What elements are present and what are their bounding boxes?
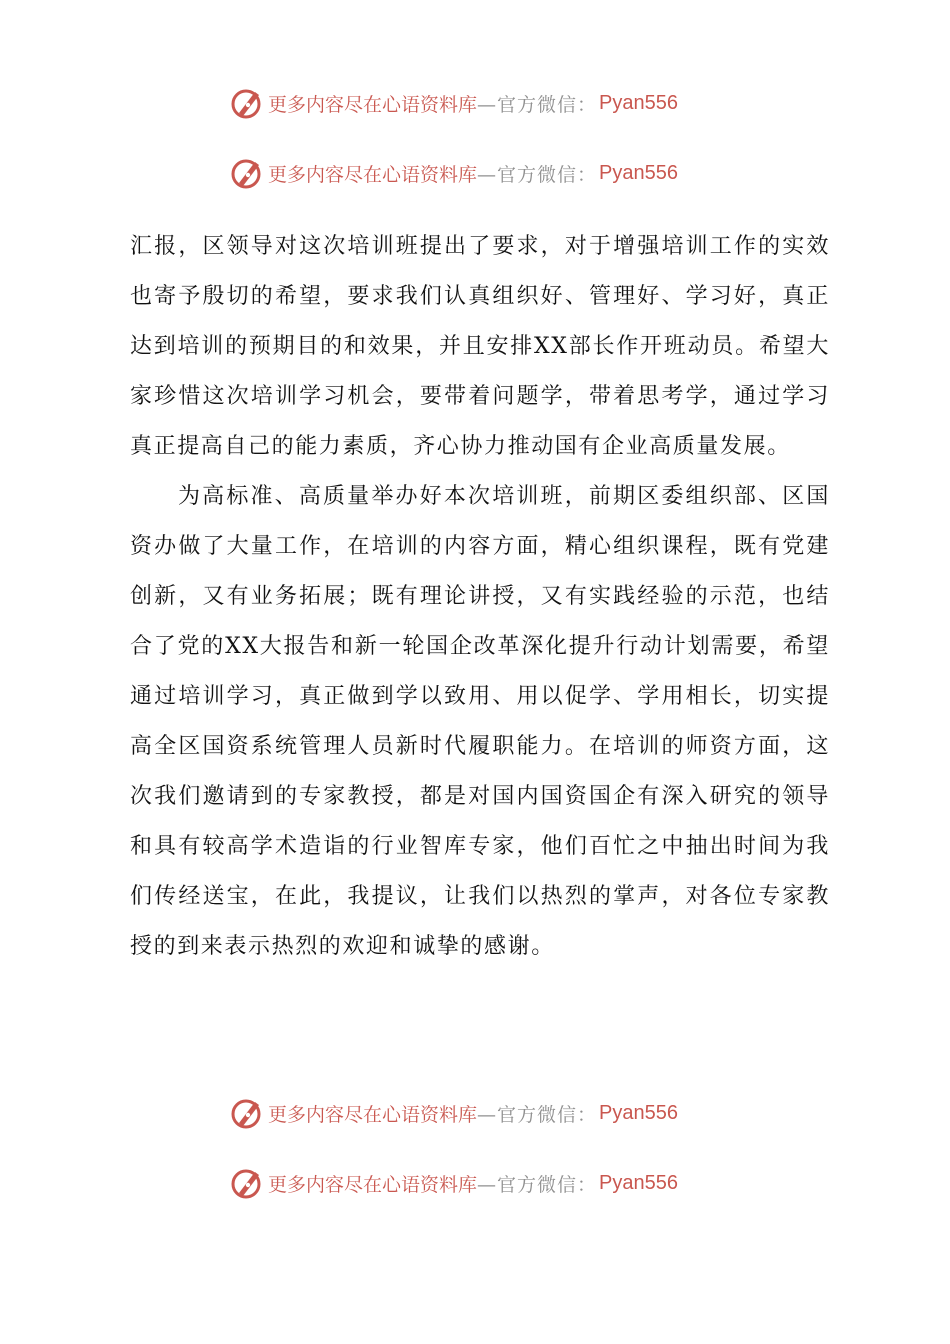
watermark-banner [230, 155, 678, 191]
banner-wechat-id: Pyan556 [599, 91, 678, 114]
pen-logo-icon [230, 86, 264, 120]
banner-main-text: 更多内容尽在心语资料库 [268, 1103, 478, 1126]
pen-logo-icon [230, 1096, 264, 1130]
document-body [130, 222, 830, 972]
banner-main-text: 更多内容尽在心语资料库 [268, 1173, 478, 1196]
paragraph: 为高标准、高质量举办好本次培训班，前期区委组织部、区国资办做了大量工作，在培训的内容方面，精心组织课程，既有党建创新，又有业务拓展；既有理论讲授，又有实践经验的示范，也结合了党的XX大报告和新一轮国企改革深化提升行动计划需要，希望通过培训学习，真正做到学以致用、用以促学、学用相长，切实提高全区国资系统管理人员新时代履职能力。在培训的师资方面，这次我们邀请到的专家教授，都是对国内国资国企有深入研究的领导和具有较高学术造诣的行业智库专家，他们百忙之中抽出时间为我们传经送宝，在此，我提议，让我们以热烈的掌声，对各位专家教授的到来表示热烈的欢迎和诚挚的感谢。 [130, 484, 830, 959]
banner-sub-text: —官方微信： [477, 93, 598, 116]
watermark-banner [230, 1165, 678, 1201]
watermark-banner [230, 1095, 678, 1131]
banner-sub-text: —官方微信： [477, 1103, 598, 1126]
banner-main-text: 更多内容尽在心语资料库 [268, 163, 478, 186]
watermark-banner [230, 85, 678, 121]
pen-logo-icon [230, 156, 264, 190]
banner-main-text: 更多内容尽在心语资料库 [268, 93, 478, 116]
banner-sub-text: —官方微信： [477, 1173, 598, 1196]
banner-wechat-id: Pyan556 [599, 1101, 678, 1124]
banner-wechat-id: Pyan556 [599, 161, 678, 184]
banner-wechat-id: Pyan556 [599, 1171, 678, 1194]
paragraph: 汇报，区领导对这次培训班提出了要求，对于增强培训工作的实效也寄予殷切的希望，要求我们认真组织好、管理好、学习好，真正达到培训的预期目的和效果，并且安排XX部长作开班动员。希望大家珍惜这次培训学习机会，要带着问题学，带着思考学，通过学习真正提高自己的能力素质，齐心协力推动国有企业高质量发展。 [130, 234, 830, 459]
pen-logo-icon [230, 1166, 264, 1200]
banner-sub-text: —官方微信： [477, 163, 598, 186]
